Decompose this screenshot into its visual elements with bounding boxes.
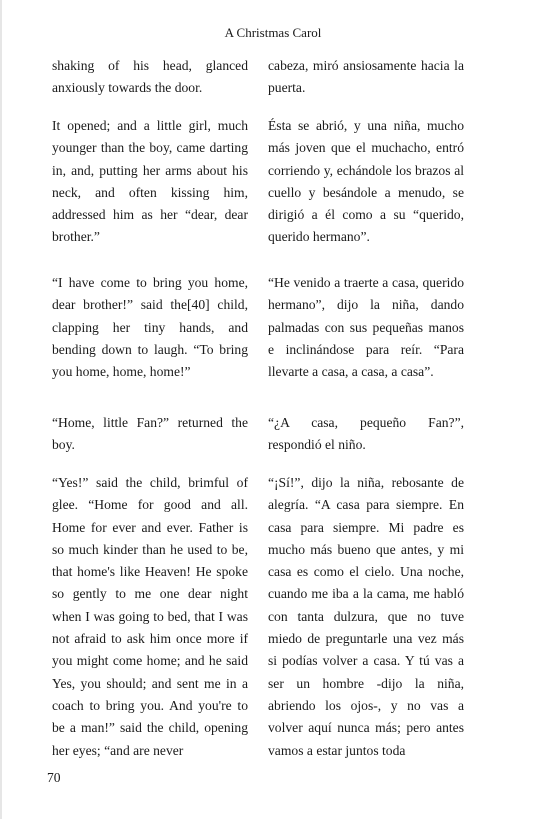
page-number: 70 — [47, 770, 61, 785]
page-edge — [0, 0, 2, 819]
running-head: A Christmas Carol — [224, 25, 322, 40]
spanish-paragraph: Ésta se abrió, y una niña, mucho más joven que el muchacho, entró corriendo y, echándole los brazos al cuello y besándole a menudo, se dirigió a él como a su “querido, querido hermano”. — [268, 118, 464, 245]
spanish-paragraph: “¡Sí!”, dijo la niña, rebosante de alegría. “A casa para siempre. En casa para siempre. Mi padre es mucho más bueno que antes, y mi casa es como el cielo. Una noche, cuando me iba a la cama, me habló con tanta dulzura, que no tuve miedo de preguntarle una vez más si podías volver a casa. Y tú vas a ser un hombre -dijo la niña, abriendo los ojos-, y no vas a volver aquí nunca más; pero antes vamos a estar juntos toda — [268, 475, 464, 758]
spanish-paragraph: “¿A casa, pequeño Fan?”, respondió el niño. — [268, 415, 464, 453]
english-paragraph: “I have come to bring you home, dear brother!” said the[40] child, clapping her tiny hands, and bending down to laugh. “To bring you home, home, home!” — [52, 275, 248, 380]
english-paragraph: It opened; and a little girl, much younger than the boy, came darting in, and, putting her arms about his neck, and often kissing him, addressed him as her “dear, dear brother.” — [52, 118, 248, 245]
spanish-paragraph: cabeza, miró ansiosamente hacia la puerta. — [268, 58, 464, 96]
english-paragraph: “Home, little Fan?” returned the boy. — [52, 415, 248, 453]
english-paragraph: “Yes!” said the child, brimful of glee. “Home for good and all. Home for ever and ever. Father is so much kinder than he used to be, that home's like Heaven! He spoke so gently to me one dear night when I was going to bed, that I was not afraid to ask him once more if you might come home; and he said Yes, you should; and sent me in a coach to bring you. And you're to be a man!” said the child, opening her eyes; “and are never — [52, 475, 248, 758]
english-paragraph: shaking of his head, glanced anxiously towards the door. — [52, 58, 248, 96]
spanish-paragraph: “He venido a traerte a casa, querido hermano”, dijo la niña, dando palmadas con sus pequeñas manos e inclinándose para reír. “Para llevarte a casa, a casa, a casa”. — [268, 275, 464, 380]
